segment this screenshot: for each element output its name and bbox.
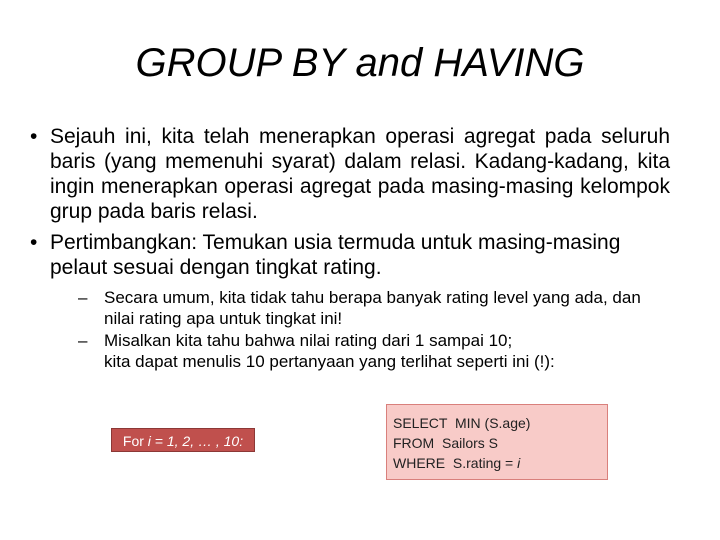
- sub-bullet-marker: –: [78, 288, 88, 307]
- slide-title: GROUP BY and HAVING: [135, 41, 585, 85]
- sub-bullet-line-2: kita dapat menulis 10 pertanyaan yang terlihat seperti ini (!):: [104, 352, 555, 371]
- sub-bullet-line-1: Misalkan kita tahu bahwa nilai rating dari 1 sampai 10;: [104, 331, 513, 350]
- bullet-text: Pertimbangkan: Temukan usia termuda untuk masing-masing pelaut sesuai dengan tingkat rating.: [50, 231, 621, 279]
- bullet-text: Sejauh ini, kita telah menerapkan operasi agregat pada seluruh baris (yang memenuhi syarat) dalam relasi. Kadang-kadang, kita ingin menerapkan operasi agregat pada masing-masing kelompok grup pada baris relasi.: [50, 125, 670, 223]
- bullet-youngest-sailor: [30, 230, 670, 280]
- sql-where-text: WHERE S.rating =: [393, 455, 518, 471]
- sub-bullet-text: Secara umum, kita tidak tahu berapa banyak rating level yang ada, dan nilai rating apa untuk tingkat ini!: [104, 288, 641, 328]
- sub-bullet-unknown-levels: [78, 287, 664, 329]
- for-keyword: For: [122, 433, 148, 449]
- sub-bullet-marker: –: [78, 331, 88, 350]
- sub-bullet-ten-queries: [78, 330, 664, 372]
- bullet-aggregate-rows: [30, 124, 670, 224]
- sql-select-line: SELECT MIN (S.age): [393, 415, 531, 431]
- for-loop-box: [111, 428, 255, 452]
- for-range: i = 1, 2, … , 10:: [147, 433, 244, 449]
- sql-from-line: FROM Sailors S: [393, 435, 499, 451]
- bullet-marker: •: [30, 231, 38, 254]
- bullet-marker: •: [30, 125, 38, 148]
- sql-where-variable: i: [517, 455, 521, 471]
- sql-where-line: [393, 453, 607, 473]
- sql-query-box: [386, 404, 608, 480]
